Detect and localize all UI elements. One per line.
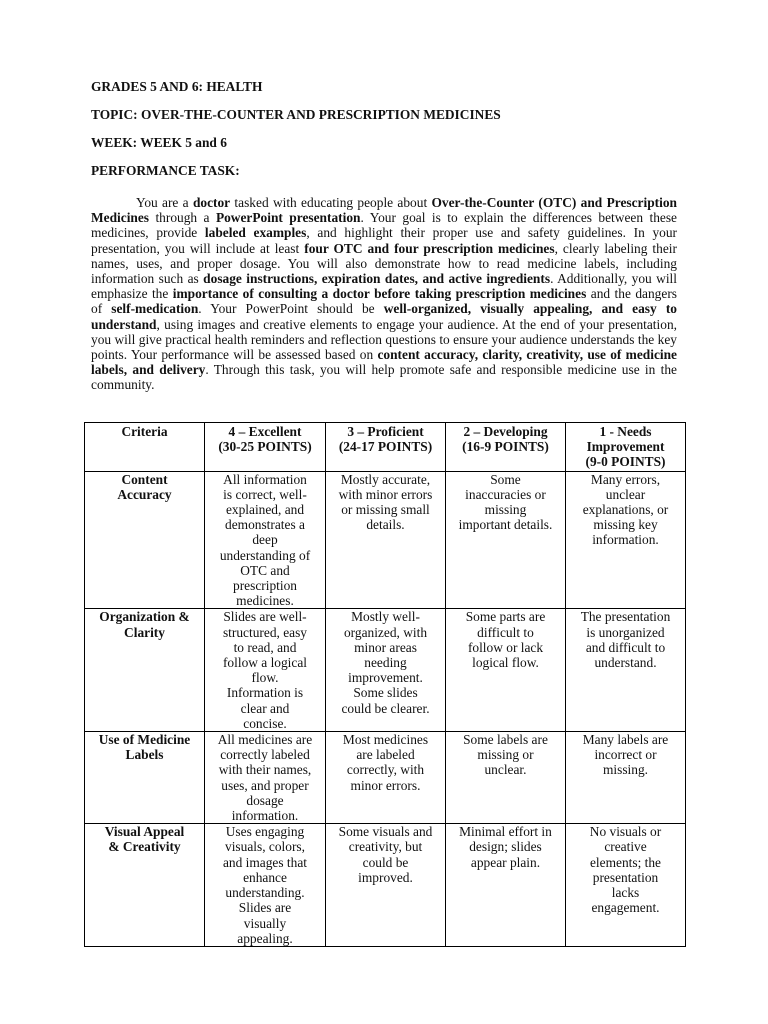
descriptor-line: lacks xyxy=(611,885,640,901)
descriptor-line: inaccuracies or xyxy=(465,486,546,502)
rubric-descriptor-cell xyxy=(566,471,686,609)
rubric-descriptor-cell xyxy=(446,732,566,824)
column-header-line: (9-0 POINTS) xyxy=(585,454,666,470)
rubric-column-header xyxy=(566,423,686,472)
paragraph-text-run: and the dangers of xyxy=(91,286,677,317)
paragraph-bold-run: PowerPoint presentation xyxy=(215,210,361,226)
descriptor-line: visually xyxy=(243,915,287,931)
descriptor-line: The presentation xyxy=(580,609,671,625)
descriptor-line: concise. xyxy=(243,715,287,731)
descriptor-line: with minor errors xyxy=(338,486,433,502)
criterion-cell xyxy=(85,732,205,824)
rubric-table xyxy=(84,422,686,947)
descriptor-line: is correct, well- xyxy=(223,486,307,502)
descriptor-line: creative xyxy=(604,839,647,855)
paragraph-text-run: , and highlight their proper use and safety guidelines. In your presentation, you will include at least xyxy=(91,225,677,256)
criterion-line: Organization & xyxy=(99,609,190,625)
paragraph-bold-run: doctor xyxy=(192,195,231,210)
descriptor-line: details. xyxy=(366,517,405,533)
descriptor-line: All medicines are xyxy=(217,732,313,748)
rubric-header-row xyxy=(85,423,686,472)
column-header-line: 3 – Proficient xyxy=(347,424,424,439)
descriptor-line: organized, with xyxy=(343,624,428,640)
paragraph-text-run: tasked with educating people about xyxy=(230,195,432,210)
week-heading: WEEK: WEEK 5 and 6 xyxy=(91,135,227,150)
paragraph-bold-run: four OTC and four prescription medicines xyxy=(304,240,555,256)
column-header-line: 2 – Developing xyxy=(463,424,548,439)
descriptor-line: design; slides xyxy=(469,839,542,855)
paragraph-text-run: , using images and creative elements to engage your audience. At the end of your presentation, you will give practical health reminders and reflection questions to ensure your audience understands the key points. Your performance will be assessed based on xyxy=(91,316,677,363)
rubric-descriptor-cell xyxy=(566,824,686,947)
rubric-descriptor-cell xyxy=(446,471,566,609)
rubric-column-header xyxy=(326,423,446,472)
descriptor-line: understand. xyxy=(594,655,657,671)
descriptor-line: missing key xyxy=(593,517,658,533)
descriptor-line: Some parts are xyxy=(465,609,546,625)
column-header-line: Improvement xyxy=(586,439,665,455)
paragraph-bold-run: content accuracy, clarity, creativity, use of medicine labels, and delivery xyxy=(91,347,677,378)
descriptor-line: appear plain. xyxy=(470,854,541,870)
rubric-descriptor-cell xyxy=(205,824,326,947)
task-description-paragraph xyxy=(91,195,677,393)
descriptor-line: understanding of xyxy=(219,547,311,563)
criterion-line: Accuracy xyxy=(117,486,172,502)
descriptor-line: unclear xyxy=(605,486,646,502)
column-header-line: Criteria xyxy=(121,424,168,439)
descriptor-line: enhance xyxy=(243,869,287,885)
paragraph-text-run: , clearly labeling their names, uses, and proper dosage. You will also demonstrate how to read medicine labels, including information such as xyxy=(91,240,677,287)
paragraph-bold-run: Over-the-Counter (OTC) and Prescription Medicines xyxy=(91,195,677,226)
grade-heading: GRADES 5 AND 6: HEALTH xyxy=(91,79,263,94)
descriptor-line: unclear. xyxy=(484,762,527,778)
rubric-descriptor-cell xyxy=(566,609,686,732)
topic-heading: TOPIC: OVER-THE-COUNTER AND PRESCRIPTION MEDICINES xyxy=(91,107,501,122)
paragraph-text-run: . Your PowerPoint should be xyxy=(198,301,384,317)
descriptor-line: All information xyxy=(223,471,307,487)
descriptor-line: Information is xyxy=(226,685,304,701)
descriptor-line: engagement. xyxy=(591,900,660,916)
descriptor-line: explained, and xyxy=(225,502,305,518)
descriptor-line: information. xyxy=(231,808,299,824)
descriptor-line: flow. xyxy=(251,670,279,686)
descriptor-line: explanations, or xyxy=(582,502,669,518)
criterion-line: & Creativity xyxy=(108,839,181,855)
descriptor-line: Mostly well- xyxy=(351,609,420,625)
descriptor-line: and images that xyxy=(222,854,308,870)
descriptor-line: correctly, with xyxy=(346,762,425,778)
descriptor-line: follow a logical xyxy=(222,655,308,671)
rubric-column-header xyxy=(446,423,566,472)
descriptor-line: Slides are well- xyxy=(223,609,307,625)
descriptor-line: Some xyxy=(490,471,521,487)
criterion-line: Content xyxy=(121,471,168,487)
rubric-descriptor-cell xyxy=(326,471,446,609)
descriptor-line: No visuals or xyxy=(589,824,662,840)
rubric-header xyxy=(85,423,686,472)
descriptor-line: information. xyxy=(592,532,659,548)
paragraph-bold-run: labeled examples xyxy=(204,225,307,241)
rubric-column-header xyxy=(205,423,326,472)
descriptor-line: medicines. xyxy=(236,593,294,609)
criterion-line: Visual Appeal xyxy=(104,824,185,840)
rubric-descriptor-cell xyxy=(566,732,686,824)
paragraph-text-run: . Through this task, you will help promote safe and responsible medicine use in the community. xyxy=(91,362,677,393)
descriptor-line: creativity, but xyxy=(348,839,423,855)
descriptor-line: Some visuals and xyxy=(338,824,433,840)
descriptor-line: improvement. xyxy=(348,670,423,686)
descriptor-line: Most medicines xyxy=(342,732,429,748)
descriptor-line: or missing small xyxy=(341,502,430,518)
descriptor-line: needing xyxy=(364,655,407,671)
descriptor-line: uses, and proper xyxy=(221,777,309,793)
descriptor-line: is unorganized xyxy=(586,624,665,640)
column-header-line: (24-17 POINTS) xyxy=(338,439,433,455)
rubric-descriptor-cell xyxy=(446,609,566,732)
rubric-column-header xyxy=(85,423,205,472)
descriptor-line: Some labels are xyxy=(463,732,548,748)
rubric-descriptor-cell xyxy=(205,732,326,824)
paragraph-text-run: . Additionally, you will emphasize the xyxy=(91,271,677,302)
rubric-body xyxy=(85,471,686,946)
descriptor-line: Some slides xyxy=(353,685,418,701)
descriptor-line: are labeled xyxy=(356,747,415,763)
descriptor-line: could be clearer. xyxy=(341,700,430,716)
descriptor-line: could be xyxy=(362,854,409,870)
criterion-line: Use of Medicine xyxy=(98,732,191,748)
paragraph-bold-run: importance of consulting a doctor before taking prescription medicines xyxy=(172,286,587,302)
descriptor-line: structured, easy xyxy=(222,624,308,640)
column-header-line: (16-9 POINTS) xyxy=(462,439,549,455)
descriptor-line: Many labels are xyxy=(582,732,669,748)
descriptor-line: with their names, xyxy=(218,762,312,778)
descriptor-line: important details. xyxy=(458,517,553,533)
descriptor-line: dosage xyxy=(246,792,284,808)
descriptor-line: presentation xyxy=(592,869,659,885)
descriptor-line: Slides are xyxy=(238,900,292,916)
column-header-line: (30-25 POINTS) xyxy=(218,439,312,455)
rubric-descriptor-cell xyxy=(326,732,446,824)
paragraph-text-run: through a xyxy=(149,210,216,226)
descriptor-line: elements; the xyxy=(589,854,662,870)
descriptor-line: Many errors, xyxy=(590,471,661,487)
descriptor-line: OTC and xyxy=(240,562,290,578)
descriptor-line: follow or lack xyxy=(467,639,544,655)
descriptor-line: clear and xyxy=(240,700,290,716)
descriptor-line: correctly labeled xyxy=(220,747,310,763)
paragraph-bold-run: dosage instructions, expiration dates, and active ingredients xyxy=(203,271,551,287)
descriptor-line: missing or xyxy=(477,747,534,763)
descriptor-line: Uses engaging xyxy=(225,824,305,840)
criterion-line: Labels xyxy=(125,747,164,763)
paragraph-bold-run: self-medication xyxy=(111,301,199,317)
task-heading: PERFORMANCE TASK: xyxy=(91,163,240,178)
rubric-descriptor-cell xyxy=(326,824,446,947)
descriptor-line: to read, and xyxy=(233,639,297,655)
paragraph-bold-run: well-organized, visually appealing, and easy to understand xyxy=(91,301,677,332)
descriptor-line: improved. xyxy=(358,869,413,885)
descriptor-line: understanding. xyxy=(225,885,305,901)
rubric-row xyxy=(85,609,686,732)
descriptor-line: missing. xyxy=(602,762,649,778)
descriptor-line: minor errors. xyxy=(350,777,421,793)
rubric-descriptor-cell xyxy=(446,824,566,947)
descriptor-line: minor areas xyxy=(354,639,417,655)
descriptor-line: and difficult to xyxy=(585,639,666,655)
paragraph-text-run: . Your goal is to explain the differences between these medicines, provide xyxy=(91,210,677,241)
criterion-cell xyxy=(85,824,205,947)
criterion-line: Clarity xyxy=(124,624,165,640)
rubric-row xyxy=(85,471,686,609)
descriptor-line: incorrect or xyxy=(594,747,657,763)
descriptor-line: visuals, colors, xyxy=(225,839,305,855)
rubric-row xyxy=(85,824,686,947)
column-header-line: 4 – Excellent xyxy=(228,424,302,439)
paragraph-text-run: You are a xyxy=(136,195,193,210)
descriptor-line: deep xyxy=(252,532,278,548)
descriptor-line: demonstrates a xyxy=(225,517,305,533)
descriptor-line: difficult to xyxy=(477,624,534,640)
column-header-line: 1 - Needs xyxy=(599,424,652,439)
descriptor-line: missing xyxy=(484,502,527,518)
criterion-cell xyxy=(85,609,205,732)
descriptor-line: prescription xyxy=(233,578,297,594)
rubric-descriptor-cell xyxy=(326,609,446,732)
descriptor-line: appealing. xyxy=(237,930,293,946)
descriptor-line: logical flow. xyxy=(472,655,539,671)
rubric-row xyxy=(85,732,686,824)
descriptor-line: Mostly accurate, xyxy=(340,471,431,487)
rubric-descriptor-cell xyxy=(205,471,326,609)
rubric-descriptor-cell xyxy=(205,609,326,732)
descriptor-line: Minimal effort in xyxy=(459,824,552,840)
criterion-cell xyxy=(85,471,205,609)
